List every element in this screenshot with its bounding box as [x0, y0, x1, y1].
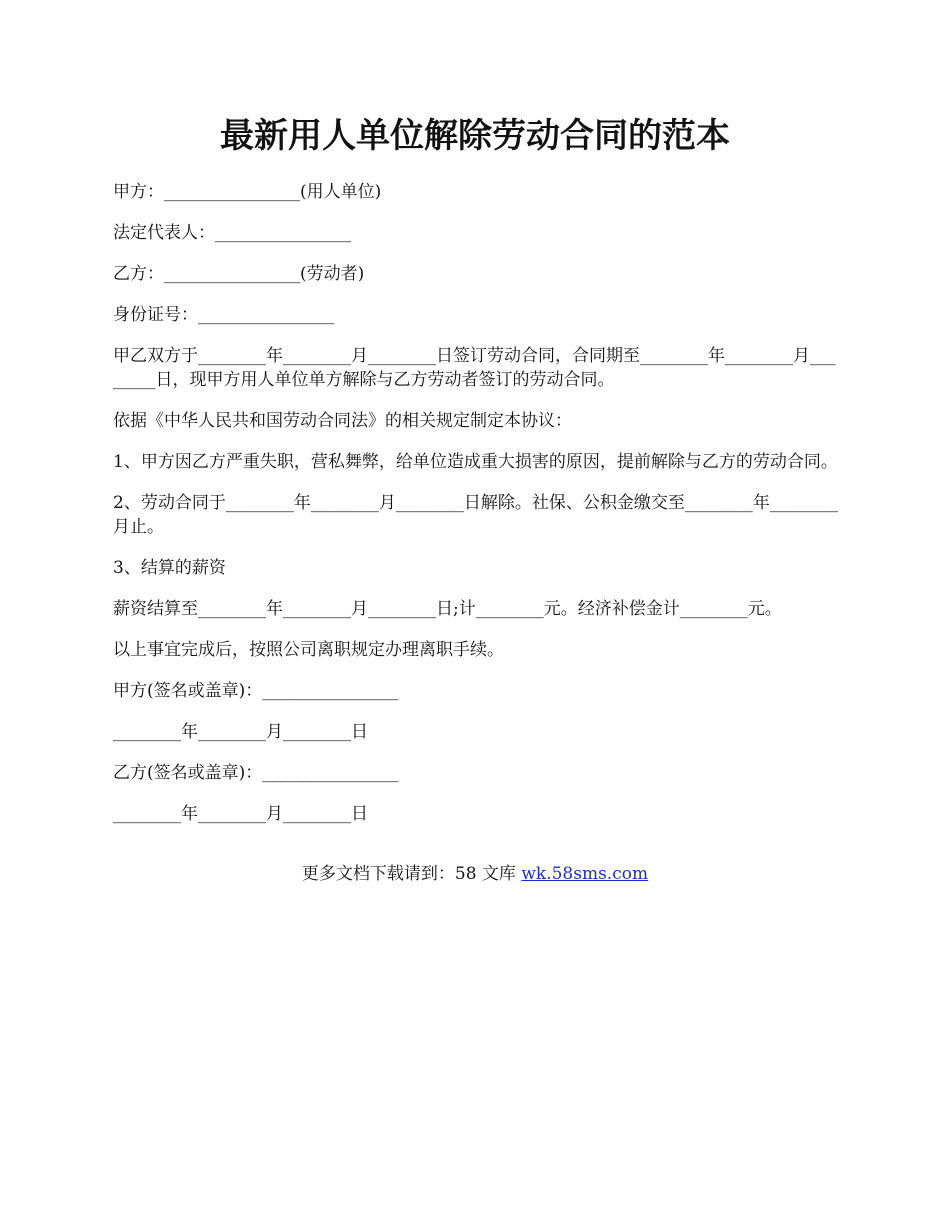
- closing-paragraph: 以上事宜完成后，按照公司离职规定办理离职手续。: [113, 640, 504, 660]
- legal-basis-paragraph: 依据《中华人民共和国劳动合同法》的相关规定制定本协议：: [113, 411, 572, 431]
- document-body: [113, 180, 840, 843]
- clause-1: 1、甲方因乙方严重失职，营私舞弊，给单位造成重大损害的原因，提前解除与乙方的劳动合同。: [113, 452, 838, 472]
- party-b-line: 乙方：________________(劳动者): [113, 264, 365, 284]
- footer-link[interactable]: wk.58sms.com: [521, 864, 649, 884]
- legal-representative-line: 法定代表人：________________: [113, 223, 351, 243]
- id-number-line: 身份证号：________________: [113, 305, 334, 325]
- contract-background-paragraph: 甲乙双方于________年________月________日签订劳动合同，合同期至________年________月________日，现甲方用人单位单方解除与乙方劳动者签订的劳动合同。: [113, 346, 836, 390]
- clause-2: 2、劳动合同于________年________月________日解除。社保、公积金缴交至________年________月止。: [113, 493, 838, 537]
- clause-3-heading: 3、结算的薪资: [113, 558, 226, 578]
- document-title: 最新用人单位解除劳动合同的范本: [220, 116, 730, 156]
- party-a-date-line: ________年________月________日: [113, 722, 368, 742]
- salary-settlement-paragraph: 薪资结算至________年________月________日;计________元。经济补偿金计________元。: [113, 599, 782, 619]
- party-b-date-line: ________年________月________日: [113, 804, 368, 824]
- party-a-signature-line: 甲方(签名或盖章)：________________: [113, 681, 399, 701]
- footer: [0, 862, 950, 886]
- party-a-line: 甲方：________________(用人单位): [113, 182, 382, 202]
- party-b-signature-line: 乙方(签名或盖章)：________________: [113, 763, 399, 783]
- footer-text: 更多文档下载请到：58 文库: [301, 864, 522, 884]
